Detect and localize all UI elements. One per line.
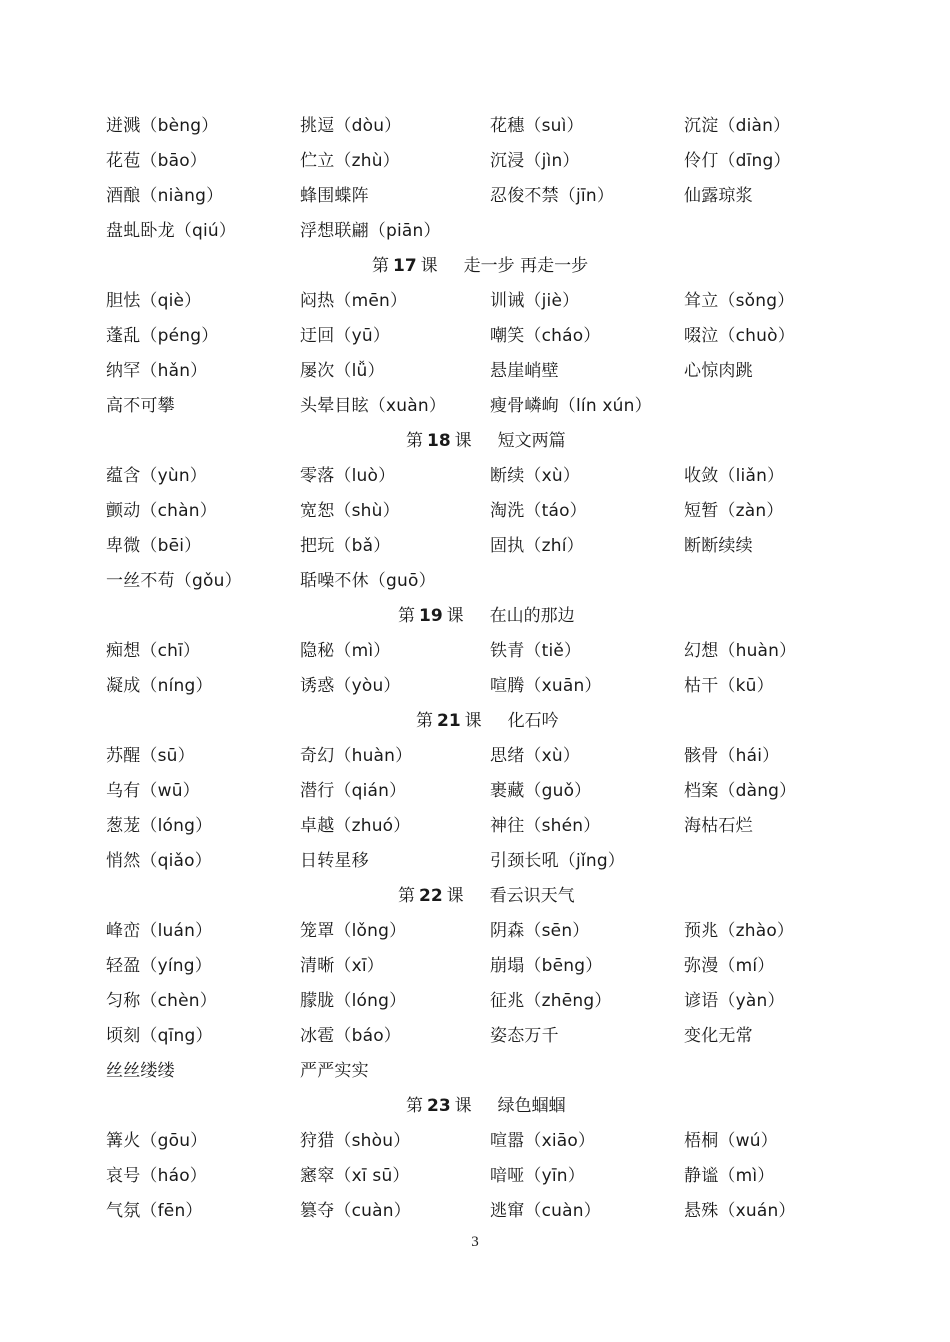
vocab-row	[0, 289, 950, 324]
vocab-entry: 蜂围蝶阵	[300, 186, 369, 206]
lesson-suffix: 课	[464, 711, 482, 731]
lesson-title: 化石吟	[507, 711, 559, 731]
vocab-entry: 一丝不苟（gǒu）	[106, 571, 242, 591]
vocab-entry: 高不可攀	[106, 396, 175, 416]
lesson-heading-row	[0, 709, 950, 744]
vocab-entry: 闷热（mēn）	[300, 291, 408, 311]
vocab-entry: 嘲笑（cháo）	[490, 326, 601, 346]
lesson-heading	[398, 884, 575, 908]
vocab-entry: 头晕目眩（xuàn）	[300, 396, 447, 416]
vocab-entry: 静谧（mì）	[684, 1166, 775, 1186]
vocab-entry: 凝成（níng）	[106, 676, 213, 696]
vocab-row	[0, 499, 950, 534]
vocab-entry: 峰峦（luán）	[106, 921, 213, 941]
vocab-entry: 笼罩（lǒng）	[300, 921, 407, 941]
lesson-suffix: 课	[446, 886, 464, 906]
vocab-entry: 瘦骨嶙峋（lín xún）	[490, 396, 652, 416]
vocab-entry: 浮想联翩（piān）	[300, 221, 441, 241]
vocab-entry: 颤动（chàn）	[106, 501, 217, 521]
vocab-entry: 葱茏（lóng）	[106, 816, 213, 836]
vocab-entry: 潜行（qián）	[300, 781, 407, 801]
vocab-entry: 轻盈（yíng）	[106, 956, 212, 976]
vocab-entry: 苏醒（sū）	[106, 746, 195, 766]
vocab-entry: 阴森（sēn）	[490, 921, 590, 941]
vocab-row	[0, 1164, 950, 1199]
lesson-number: 21	[437, 711, 461, 731]
vocab-entry: 固执（zhí）	[490, 536, 584, 556]
vocab-row	[0, 779, 950, 814]
vocab-entry: 喧腾（xuān）	[490, 676, 602, 696]
vocab-row	[0, 639, 950, 674]
vocab-entry: 胆怯（qiè）	[106, 291, 202, 311]
lesson-title: 走一步 再走一步	[463, 256, 589, 276]
vocab-entry: 纳罕（hǎn）	[106, 361, 208, 381]
lesson-heading	[416, 709, 559, 733]
vocab-entry: 悬殊（xuán）	[684, 1201, 796, 1221]
vocab-row	[0, 114, 950, 149]
vocab-entry: 悄然（qiǎo）	[106, 851, 212, 871]
vocab-entry: 蓬乱（péng）	[106, 326, 219, 346]
vocab-entry: 忍俊不禁（jīn）	[490, 186, 615, 206]
vocab-entry: 弥漫（mí）	[684, 956, 775, 976]
vocab-entry: 隐秘（mì）	[300, 641, 391, 661]
lesson-heading	[406, 1094, 566, 1118]
vocab-entry: 零落（luò）	[300, 466, 396, 486]
vocab-entry: 诱惑（yòu）	[300, 676, 401, 696]
vocab-entry: 奇幻（huàn）	[300, 746, 413, 766]
lesson-suffix: 课	[454, 431, 472, 451]
lesson-number: 18	[427, 431, 451, 451]
lesson-heading-row	[0, 254, 950, 289]
vocab-entry: 仙露琼浆	[684, 186, 753, 206]
vocab-entry: 清晰（xī）	[300, 956, 384, 976]
vocab-row	[0, 954, 950, 989]
vocab-entry: 窸窣（xī sū）	[300, 1166, 410, 1186]
lesson-prefix: 第	[406, 1096, 423, 1116]
vocab-entry: 痴想（chī）	[106, 641, 201, 661]
lesson-number: 22	[419, 886, 443, 906]
vocab-entry: 迸溅（bèng）	[106, 116, 219, 136]
lesson-title: 看云识天气	[489, 886, 575, 906]
lesson-prefix: 第	[416, 711, 433, 731]
vocab-entry: 断断续续	[684, 536, 753, 556]
vocab-entry: 姿态万千	[490, 1026, 559, 1046]
vocab-entry: 收敛（liǎn）	[684, 466, 785, 486]
lesson-heading-row	[0, 429, 950, 464]
vocab-entry: 沉淀（diàn）	[684, 116, 791, 136]
lesson-prefix: 第	[372, 256, 389, 276]
vocab-entry: 啜泣（chuò）	[684, 326, 795, 346]
vocab-entry: 崩塌（bēng）	[490, 956, 603, 976]
vocab-row	[0, 1059, 950, 1094]
lesson-prefix: 第	[398, 886, 415, 906]
lesson-number: 17	[393, 256, 417, 276]
vocab-row	[0, 814, 950, 849]
vocab-entry: 篝火（gōu）	[106, 1131, 208, 1151]
lesson-heading-row	[0, 1094, 950, 1129]
lesson-title: 短文两篇	[497, 431, 566, 451]
vocab-entry: 把玩（bǎ）	[300, 536, 391, 556]
vocab-entry: 冰雹（báo）	[300, 1026, 402, 1046]
vocab-row	[0, 919, 950, 954]
vocab-entry: 训诫（jiè）	[490, 291, 580, 311]
vocab-entry: 挑逗（dòu）	[300, 116, 402, 136]
vocab-entry: 征兆（zhēng）	[490, 991, 612, 1011]
vocab-entry: 变化无常	[684, 1026, 753, 1046]
vocab-entry: 丝丝缕缕	[106, 1061, 175, 1081]
vocab-entry: 悬崖峭壁	[490, 361, 559, 381]
vocab-entry: 耸立（sǒng）	[684, 291, 795, 311]
lesson-title: 绿色蝈蝈	[497, 1096, 566, 1116]
vocab-entry: 迂回（yū）	[300, 326, 391, 346]
vocab-row	[0, 569, 950, 604]
vocab-row	[0, 149, 950, 184]
lesson-title: 在山的那边	[489, 606, 575, 626]
vocab-entry: 匀称（chèn）	[106, 991, 217, 1011]
vocab-entry: 断续（xù）	[490, 466, 581, 486]
vocab-entry: 蕴含（yùn）	[106, 466, 208, 486]
vocab-entry: 日转星移	[300, 851, 369, 871]
vocab-entry: 严严实实	[300, 1061, 369, 1081]
vocab-row	[0, 359, 950, 394]
lesson-prefix: 第	[398, 606, 415, 626]
lesson-heading	[398, 604, 575, 628]
vocab-entry: 聒噪不休（guō）	[300, 571, 436, 591]
lesson-number: 19	[419, 606, 443, 626]
vocab-entry: 淘洗（táo）	[490, 501, 587, 521]
vocab-entry: 伶仃（dīng）	[684, 151, 791, 171]
vocab-entry: 枯干（kū）	[684, 676, 774, 696]
vocab-entry: 谚语（yàn）	[684, 991, 785, 1011]
vocab-entry: 神往（shén）	[490, 816, 601, 836]
vocab-entry: 海枯石烂	[684, 816, 753, 836]
vocab-entry: 裹藏（guǒ）	[490, 781, 592, 801]
vocab-entry: 心惊肉跳	[684, 361, 753, 381]
vocab-entry: 幻想（huàn）	[684, 641, 797, 661]
vocab-row	[0, 394, 950, 429]
vocab-entry: 哀号（háo）	[106, 1166, 207, 1186]
vocab-row	[0, 849, 950, 884]
vocab-entry: 狩猎（shòu）	[300, 1131, 411, 1151]
vocab-entry: 顷刻（qīng）	[106, 1026, 213, 1046]
vocab-entry: 沉浸（jìn）	[490, 151, 580, 171]
lesson-prefix: 第	[406, 431, 423, 451]
vocab-entry: 伫立（zhù）	[300, 151, 400, 171]
lesson-heading	[372, 254, 588, 278]
vocab-row	[0, 184, 950, 219]
vocab-entry: 卑微（bēi）	[106, 536, 202, 556]
lesson-heading	[406, 429, 566, 453]
vocab-row	[0, 989, 950, 1024]
vocab-row	[0, 324, 950, 359]
vocab-entry: 篡夺（cuàn）	[300, 1201, 411, 1221]
vocab-row	[0, 464, 950, 499]
vocab-row	[0, 674, 950, 709]
lesson-suffix: 课	[446, 606, 464, 626]
vocab-entry: 喑哑（yīn）	[490, 1166, 585, 1186]
vocab-entry: 预兆（zhào）	[684, 921, 795, 941]
lesson-suffix: 课	[454, 1096, 472, 1116]
vocab-entry: 思绪（xù）	[490, 746, 581, 766]
vocab-entry: 酒酿（niàng）	[106, 186, 224, 206]
lesson-suffix: 课	[420, 256, 438, 276]
vocab-entry: 气氛（fēn）	[106, 1201, 203, 1221]
vocab-row	[0, 744, 950, 779]
vocab-entry: 喧嚣（xiāo）	[490, 1131, 596, 1151]
vocab-entry: 盘虬卧龙（qiú）	[106, 221, 237, 241]
vocab-entry: 逃窜（cuàn）	[490, 1201, 601, 1221]
vocab-entry: 短暂（zàn）	[684, 501, 784, 521]
vocab-entry: 铁青（tiě）	[490, 641, 582, 661]
vocab-entry: 梧桐（wú）	[684, 1131, 778, 1151]
lesson-number: 23	[427, 1096, 451, 1116]
vocab-entry: 乌有（wū）	[106, 781, 200, 801]
lesson-heading-row	[0, 884, 950, 919]
vocab-entry: 引颈长吼（jǐng）	[490, 851, 626, 871]
vocab-entry: 屡次（lǚ）	[300, 361, 385, 381]
vocab-entry: 花苞（bāo）	[106, 151, 208, 171]
vocab-row	[0, 1024, 950, 1059]
vocab-entry: 花穗（suì）	[490, 116, 584, 136]
vocab-entry: 档案（dàng）	[684, 781, 797, 801]
vocab-row	[0, 534, 950, 569]
vocab-entry: 朦胧（lóng）	[300, 991, 407, 1011]
vocab-row	[0, 219, 950, 254]
vocab-entry: 卓越（zhuó）	[300, 816, 411, 836]
vocab-row	[0, 1129, 950, 1164]
page-number: 3	[471, 1234, 479, 1250]
vocab-entry: 骸骨（hái）	[684, 746, 780, 766]
vocab-row	[0, 1199, 950, 1234]
lesson-heading-row	[0, 604, 950, 639]
vocab-entry: 宽恕（shù）	[300, 501, 400, 521]
